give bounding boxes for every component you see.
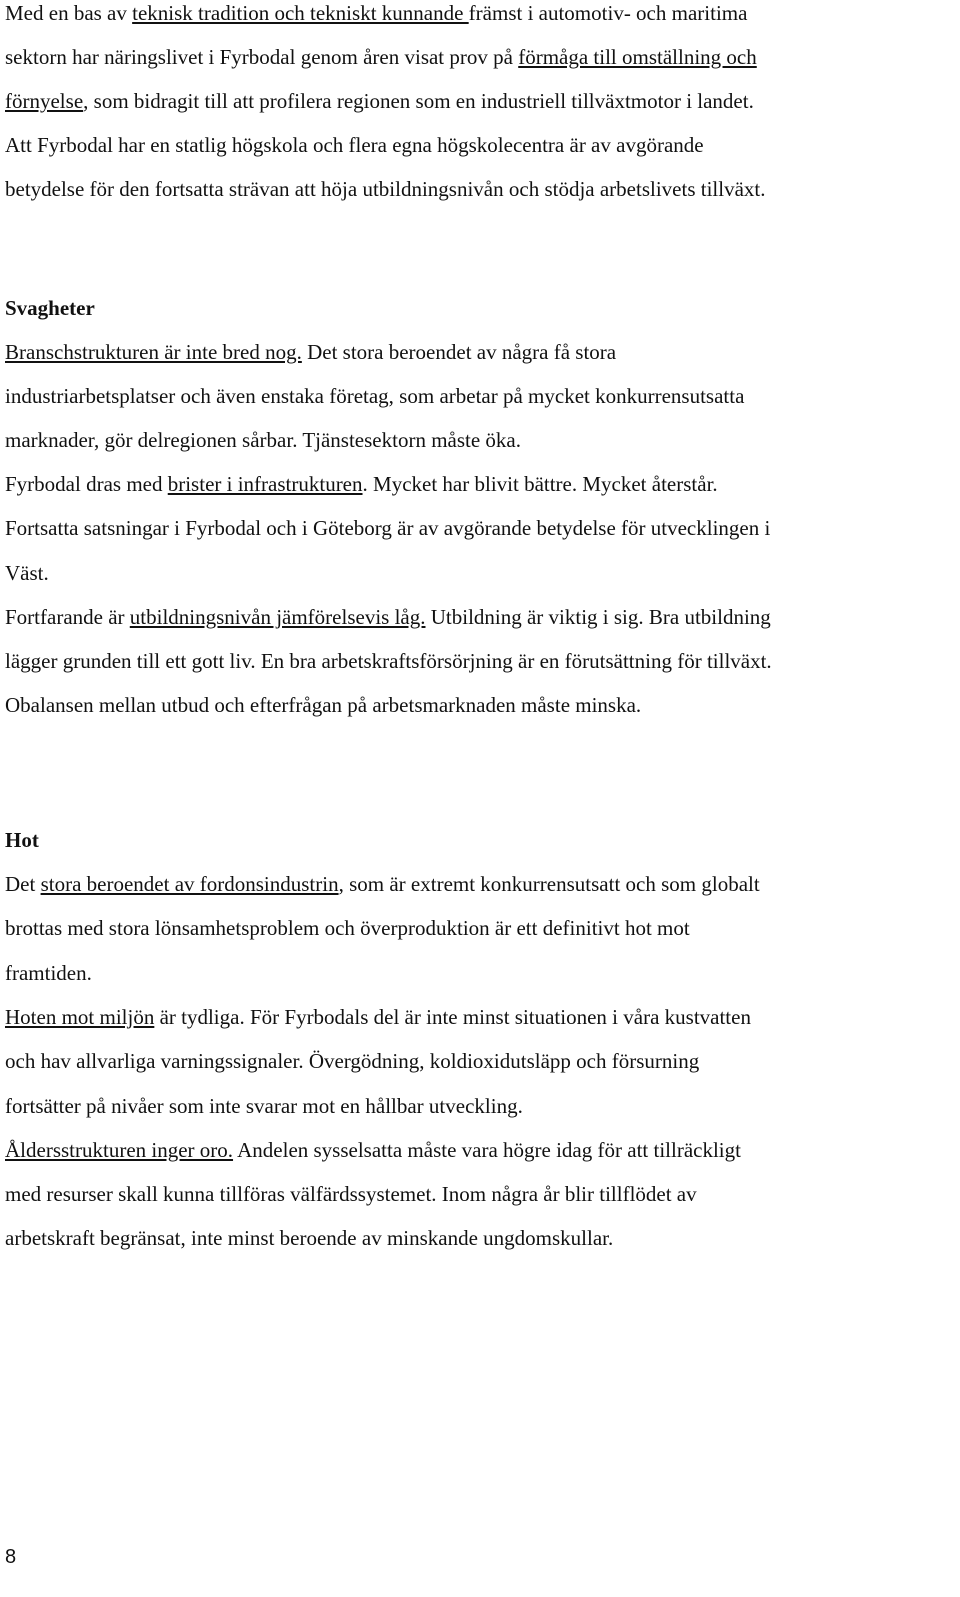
text-line bbox=[5, 869, 760, 899]
underlined-phrase: utbildningsnivån jämförelsevis låg. bbox=[129, 604, 426, 629]
text-run: framtiden. bbox=[5, 960, 92, 985]
text-line bbox=[5, 913, 690, 943]
text-run: Det bbox=[5, 872, 41, 896]
text-line bbox=[5, 1091, 523, 1121]
text-line bbox=[5, 646, 772, 676]
text-run: Fortfarande är bbox=[5, 604, 130, 629]
text-line bbox=[5, 1135, 741, 1165]
text-run: Väst. bbox=[5, 560, 49, 585]
text-line bbox=[5, 0, 747, 28]
underlined-phrase: teknisk tradition och tekniskt kunnande bbox=[132, 1, 469, 25]
text-line bbox=[5, 381, 744, 411]
underlined-phrase: Hoten mot miljön bbox=[5, 1004, 155, 1029]
text-run: marknader, gör delregionen sårbar. Tjänstesektorn måste öka. bbox=[5, 428, 522, 453]
text-line bbox=[5, 174, 765, 204]
text-run: arbetskraft begränsat, inte minst beroende av minskande ungdomskullar. bbox=[5, 1226, 614, 1251]
text-run: sektorn har näringslivet i Fyrbodal genom åren visat prov på bbox=[5, 45, 519, 69]
text-run: Utbildning är viktig i sig. Bra utbildning bbox=[425, 604, 771, 629]
text-line bbox=[5, 1223, 613, 1253]
text-run: Att Fyrbodal har en statlig högskola och flera egna högskolecentra är av avgörande bbox=[5, 133, 704, 157]
text-run: främst i automotiv- och maritima bbox=[468, 1, 748, 25]
text-run: Obalansen mellan utbud och efterfrågan på arbetsmarknaden måste minska. bbox=[5, 692, 642, 717]
text-line bbox=[5, 1046, 699, 1076]
underlined-phrase: Branschstrukturen är inte bred nog. bbox=[5, 340, 302, 364]
text-line bbox=[5, 469, 718, 499]
text-line bbox=[5, 1179, 697, 1209]
text-run: Med en bas av bbox=[5, 1, 133, 25]
text-line bbox=[5, 130, 704, 160]
underlined-phrase: stora beroendet av fordonsindustrin bbox=[40, 872, 339, 896]
page-number: 8 bbox=[5, 1546, 17, 1568]
text-line bbox=[5, 425, 521, 455]
text-line bbox=[5, 690, 641, 720]
text-line bbox=[5, 602, 771, 632]
text-run: , som är extremt konkurrensutsatt och som globalt bbox=[338, 872, 760, 896]
text-run: betydelse för den fortsatta strävan att höja utbildningsnivån och stödja arbetslivets tillväxt. bbox=[5, 177, 766, 201]
text-run: med resurser skall kunna tillföras välfärdssystemet. Inom några år blir tillflödet av bbox=[5, 1182, 697, 1207]
text-line bbox=[5, 1002, 751, 1032]
text-line bbox=[5, 86, 754, 116]
text-run: fortsätter på nivåer som inte svarar mot en hållbar utveckling. bbox=[5, 1093, 523, 1118]
heading-svagheter: Svagheter bbox=[5, 296, 95, 320]
underlined-phrase: brister i infrastrukturen bbox=[167, 472, 363, 497]
text-run: lägger grunden till ett gott liv. En bra arbetskraftsförsörjning är en förutsättning för tillväxt. bbox=[5, 648, 772, 673]
underlined-phrase: förmåga till omställning och bbox=[518, 45, 757, 69]
text-run: , som bidragit till att profilera regionen som en industriell tillväxtmotor i landet. bbox=[83, 89, 754, 113]
text-line bbox=[5, 958, 92, 988]
text-line bbox=[5, 513, 770, 543]
text-run: industriarbetsplatser och även enstaka företag, som arbetar på mycket konkurrensutsatta bbox=[5, 384, 745, 409]
text-line bbox=[5, 558, 49, 588]
text-run: Fyrbodal dras med bbox=[5, 472, 168, 497]
heading-hot: Hot bbox=[5, 828, 39, 852]
text-run: och hav allvarliga varningssignaler. Övergödning, koldioxidutsläpp och försurning bbox=[5, 1049, 700, 1074]
text-run: Det stora beroendet av några få stora bbox=[301, 340, 617, 364]
underlined-phrase: förnyelse bbox=[5, 89, 84, 113]
text-line bbox=[5, 42, 757, 72]
text-line bbox=[5, 337, 616, 367]
text-run: är tydliga. För Fyrbodals del är inte minst situationen i våra kustvatten bbox=[154, 1004, 751, 1029]
text-run: brottas med stora lönsamhetsproblem och överproduktion är ett definitivt hot mot bbox=[5, 916, 690, 941]
underlined-phrase: Åldersstrukturen inger oro. bbox=[5, 1137, 234, 1162]
text-run: Andelen sysselsatta måste vara högre idag för att tillräckligt bbox=[233, 1137, 741, 1162]
text-run: Fortsatta satsningar i Fyrbodal och i Göteborg är av avgörande betydelse för utvecklingen i bbox=[5, 516, 771, 541]
text-run: . Mycket har blivit bättre. Mycket återstår. bbox=[362, 472, 718, 497]
